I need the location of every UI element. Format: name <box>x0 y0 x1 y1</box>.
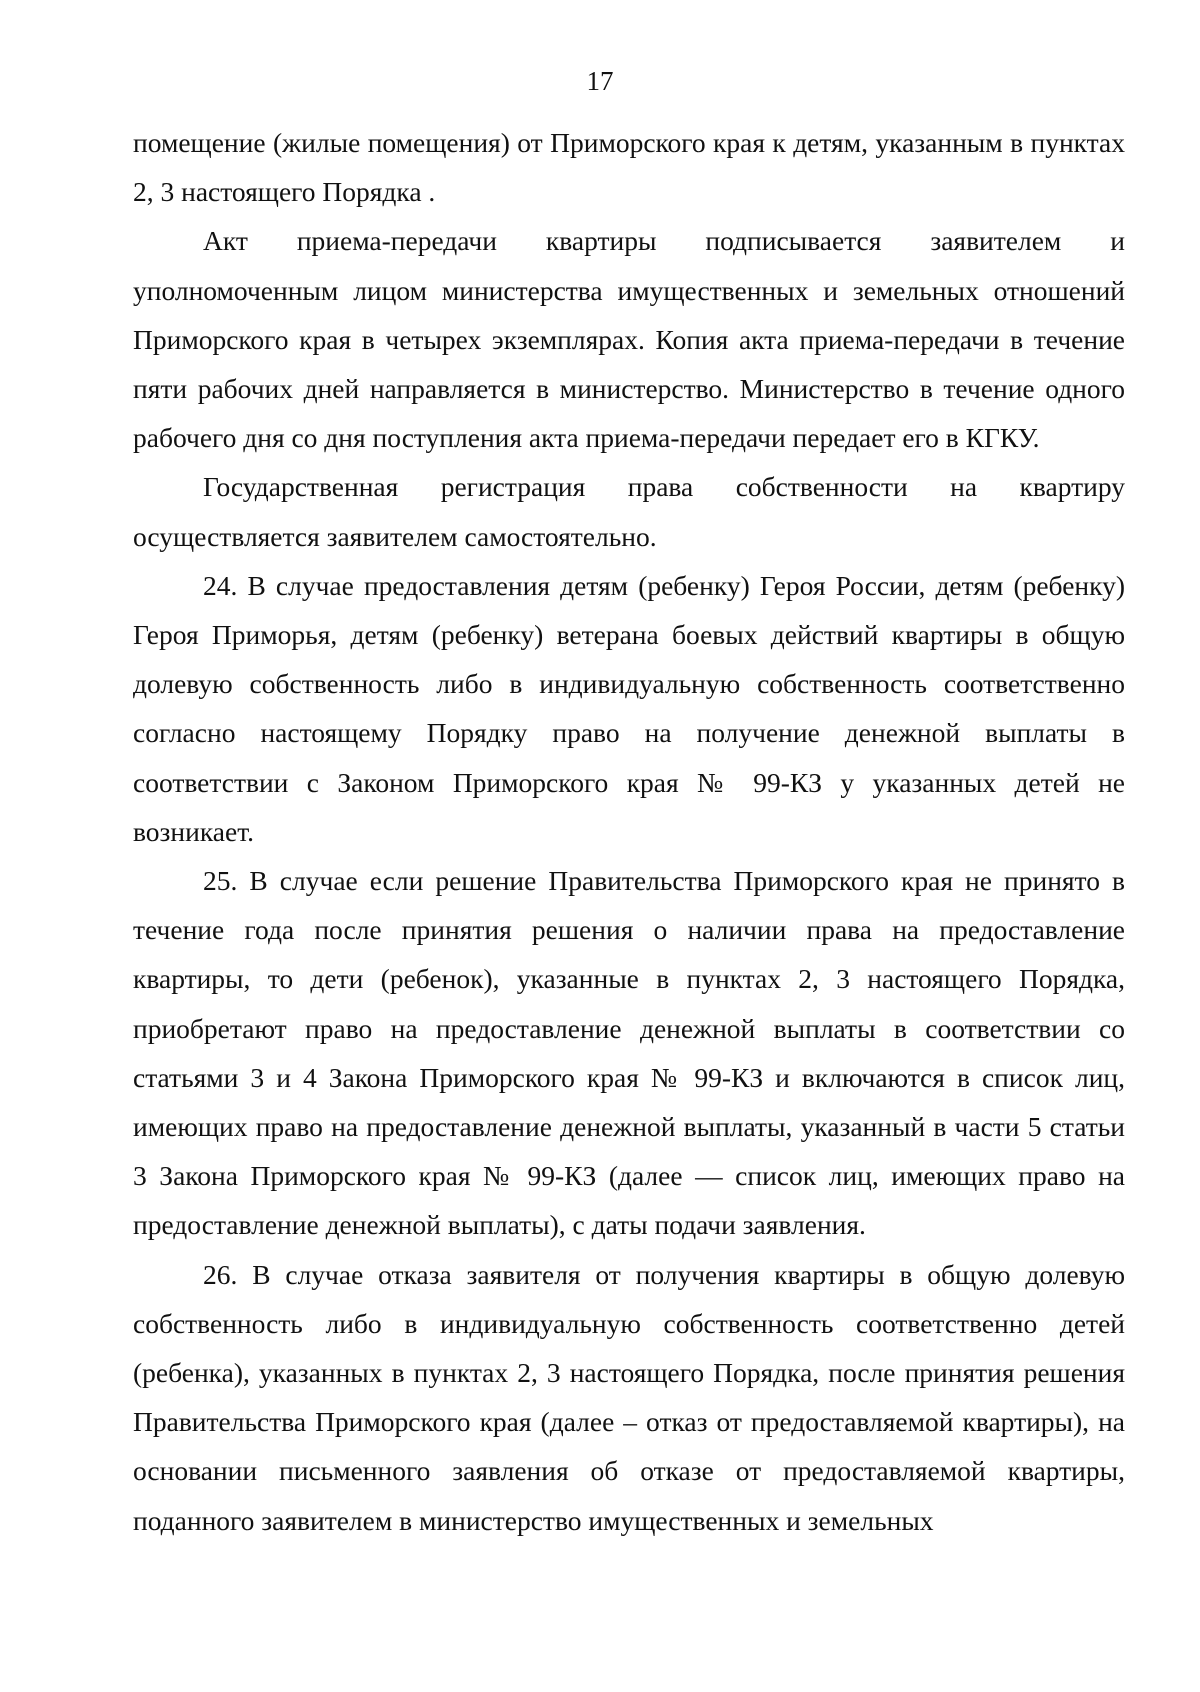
paragraph-state-registration: Государственная регистрация права собственности на квартиру осуществляется заявителем самостоятельно. <box>133 471 1125 552</box>
paragraph-item-25: 25. В случае если решение Правительства Приморского края не принято в течение года после принятия решения о наличии права на предоставление квартиры, то дети (ребенок), указанные в пунктах 2, 3 настоящего Порядка, приобретают право на предоставление денежной выплаты в соответствии со статьями 3 и 4 Закона Приморского края № 99-КЗ и включаются в список лиц, имеющих право на предоставление денежной выплаты, указанный в части 5 статьи 3 Закона Приморского края № 99-КЗ (далее — список лиц, имеющих право на предоставление денежной выплаты), с даты подачи заявления. <box>133 865 1125 1241</box>
page-number: 17 <box>586 66 614 96</box>
paragraph-item-24: 24. В случае предоставления детям (ребенку) Героя России, детям (ребенку) Героя Приморья, детям (ребенку) ветерана боевых действий квартиры в общую долевую собственность либо в индивидуальную собственность соответственно согласно настоящему Порядку право на получение денежной выплаты в соответствии с Законом Приморского края № 99-КЗ у указанных детей не возникает. <box>133 569 1125 847</box>
document-body <box>133 118 1125 1545</box>
paragraph-item-26: 26. В случае отказа заявителя от получения квартиры в общую долевую собственность либо в индивидуальную собственность соответственно детей (ребенка), указанных в пунктах 2, 3 настоящего Порядка, после принятия решения Правительства Приморского края (далее – отказ от предоставляемой квартиры), на основании письменного заявления об отказе от предоставляемой квартиры, поданного заявителем в министерство имущественных и земельных <box>133 1258 1125 1536</box>
paragraph-acceptance-act: Акт приема-передачи квартиры подписывается заявителем и уполномоченным лицом министерства имущественных и земельных отношений Приморского края в четырех экземплярах. Копия акта приема-передачи в течение пяти рабочих дней направляется в министерство. Министерство в течение одного рабочего дня со дня поступления акта приема-передачи передает его в КГКУ. <box>133 225 1125 454</box>
paragraph-continuation: помещение (жилые помещения) от Приморского края к детям, указанным в пунктах 2, 3 настоящего Порядка . <box>133 127 1125 208</box>
